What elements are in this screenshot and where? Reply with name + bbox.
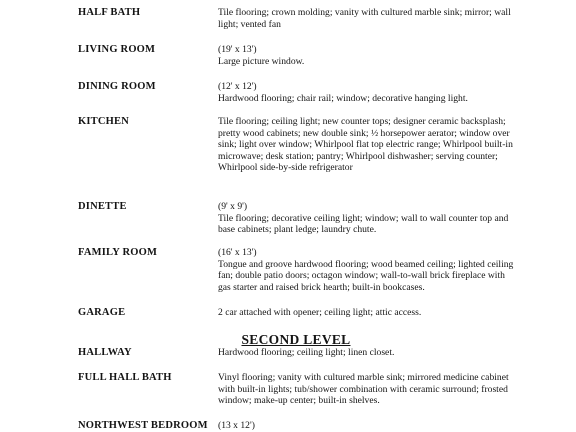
room-description: Tile flooring; ceiling light; new counter tops; designer ceramic backsplash; pretty wood cabinets; new double sink; ½ horsepower aerator; window over sink; light over window; Whirlpool flat top electric range; Whirlpool built-in microwave; desk station; pantry; Whirlpool dishwasher; serving counter; Whirlpool side-by-side refrigerator: [218, 116, 513, 174]
room-name: DINETTE: [78, 201, 127, 212]
room-details: [218, 307, 518, 319]
room-name: LIVING ROOM: [78, 44, 156, 55]
room-details: [218, 7, 518, 30]
room-description: Large picture window.: [218, 55, 305, 67]
room-name: GARAGE: [78, 307, 126, 318]
room-description: Vinyl flooring; vanity with cultured marble sink; mirrored medicine cabinet with built-in lights; tub/shower combination with ceramic surround; frosted window; make-up center; built-in shelves.: [218, 372, 509, 407]
room-dimensions: (13 x 12'): [218, 420, 255, 431]
room-name: FULL HALL BATH: [78, 372, 172, 383]
room-details: [218, 44, 518, 67]
room-name: KITCHEN: [78, 116, 129, 127]
room-description: Tile flooring; crown molding; vanity with cultured marble sink; mirror; wall light; vented fan: [218, 7, 511, 30]
room-dimensions: (9' x 9'): [218, 201, 248, 212]
room-dimensions: (16' x 13'): [218, 247, 257, 258]
room-details: [218, 372, 518, 407]
room-dimensions: (12' x 12'): [218, 81, 257, 92]
room-name: NORTHWEST BEDROOM: [78, 420, 208, 431]
room-dimensions: (19' x 13'): [218, 44, 257, 55]
room-details: [218, 116, 518, 174]
room-details: [218, 247, 518, 293]
section-heading-text: SECOND LEVEL: [241, 332, 351, 347]
room-description: 2 car attached with opener; ceiling light; attic access.: [218, 307, 422, 318]
room-details: [218, 201, 518, 236]
room-details: [218, 81, 518, 104]
room-details: [218, 347, 518, 359]
room-name: HALF BATH: [78, 7, 141, 18]
room-name: HALLWAY: [78, 347, 132, 358]
room-name: FAMILY ROOM: [78, 247, 158, 258]
room-description: Tile flooring; decorative ceiling light; window; wall to wall counter top and base cabinets; plant ledge; laundry chute.: [218, 212, 509, 236]
room-description: Tongue and groove hardwood flooring; wood beamed ceiling; lighted ceiling fan; double patio doors; octagon window; wall-to-wall brick fireplace with gas starter and raised brick hearth; built-in bookcases.: [218, 258, 514, 293]
room-description: Hardwood flooring; ceiling light; linen closet.: [218, 347, 395, 358]
room-details: [218, 420, 518, 432]
room-name: DINING ROOM: [78, 81, 156, 92]
room-description: Hardwood flooring; chair rail; window; decorative hanging light.: [218, 92, 468, 104]
